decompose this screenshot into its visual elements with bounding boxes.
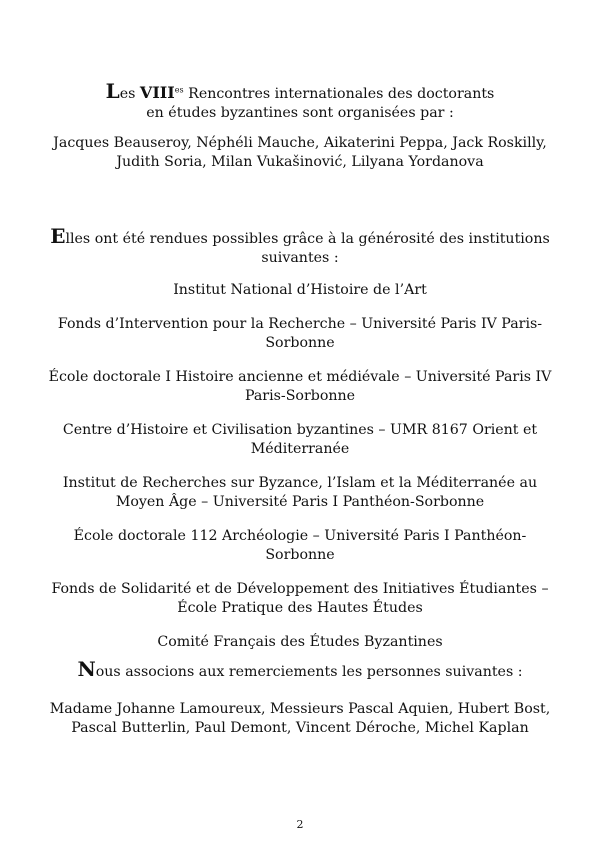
institution-item: Comité Français des Études Byzantines: [157, 634, 443, 650]
institution-item: Centre d’Histoire et Civilisation byzantines – UMR 8167 Orient et Méditerranée: [62, 422, 538, 457]
intro-es: es: [119, 86, 140, 102]
institution-item: Institut National d’Histoire de l’Art: [173, 282, 427, 298]
drop-cap-l: L: [105, 79, 120, 103]
drop-cap-n: N: [77, 657, 96, 681]
institution-item: Institut de Recherches sur Byzance, l’Islam et la Méditerranée au Moyen Âge – Université Paris I Panthéon-Sorbonne: [62, 475, 538, 510]
drop-cap-e: E: [50, 224, 66, 248]
organizers-intro-line2: en études byzantines sont organisées par :: [146, 105, 454, 121]
organizers-intro: [40, 79, 560, 123]
intro-rest: Rencontres internationales des doctorants: [183, 86, 495, 102]
institution-item: École doctorale I Histoire ancienne et médiévale – Université Paris IV Paris-Sorbonne: [48, 369, 552, 404]
thanks-names: Madame Johanne Lamoureux, Messieurs Pascal Aquien, Hubert Bost, Pascal Butterlin, Paul Demont, Vincent Déroche, Michel Kaplan: [49, 701, 551, 736]
institutions-intro: [40, 224, 560, 268]
institutions-intro-text: lles ont été rendues possibles grâce à la générosité des institutions suivantes :: [65, 231, 550, 266]
institution-item: Fonds d’Intervention pour la Recherche – Université Paris IV Paris-Sorbonne: [57, 316, 543, 351]
organizers-intro-line1: [40, 79, 560, 104]
thanks-intro: [40, 657, 560, 682]
page-number: 2: [296, 818, 304, 831]
institution-item: Fonds de Solidarité et de Développement des Initiatives Étudiantes – École Pratique des Hautes Études: [51, 581, 549, 616]
organizers-names: Jacques Beauseroy, Néphéli Mauche, Aikaterini Peppa, Jack Roskilly, Judith Soria, Milan Vukašinović, Lilyana Yordanova: [53, 135, 547, 170]
thanks-intro-text: ous associons aux remerciements les personnes suivantes :: [95, 664, 523, 680]
institution-item: École doctorale 112 Archéologie – Université Paris I Panthéon-Sorbonne: [73, 528, 527, 563]
institutions-list: [40, 281, 560, 667]
roman-numeral: VIII: [139, 83, 175, 102]
ordinal-superscript: es: [174, 85, 184, 95]
